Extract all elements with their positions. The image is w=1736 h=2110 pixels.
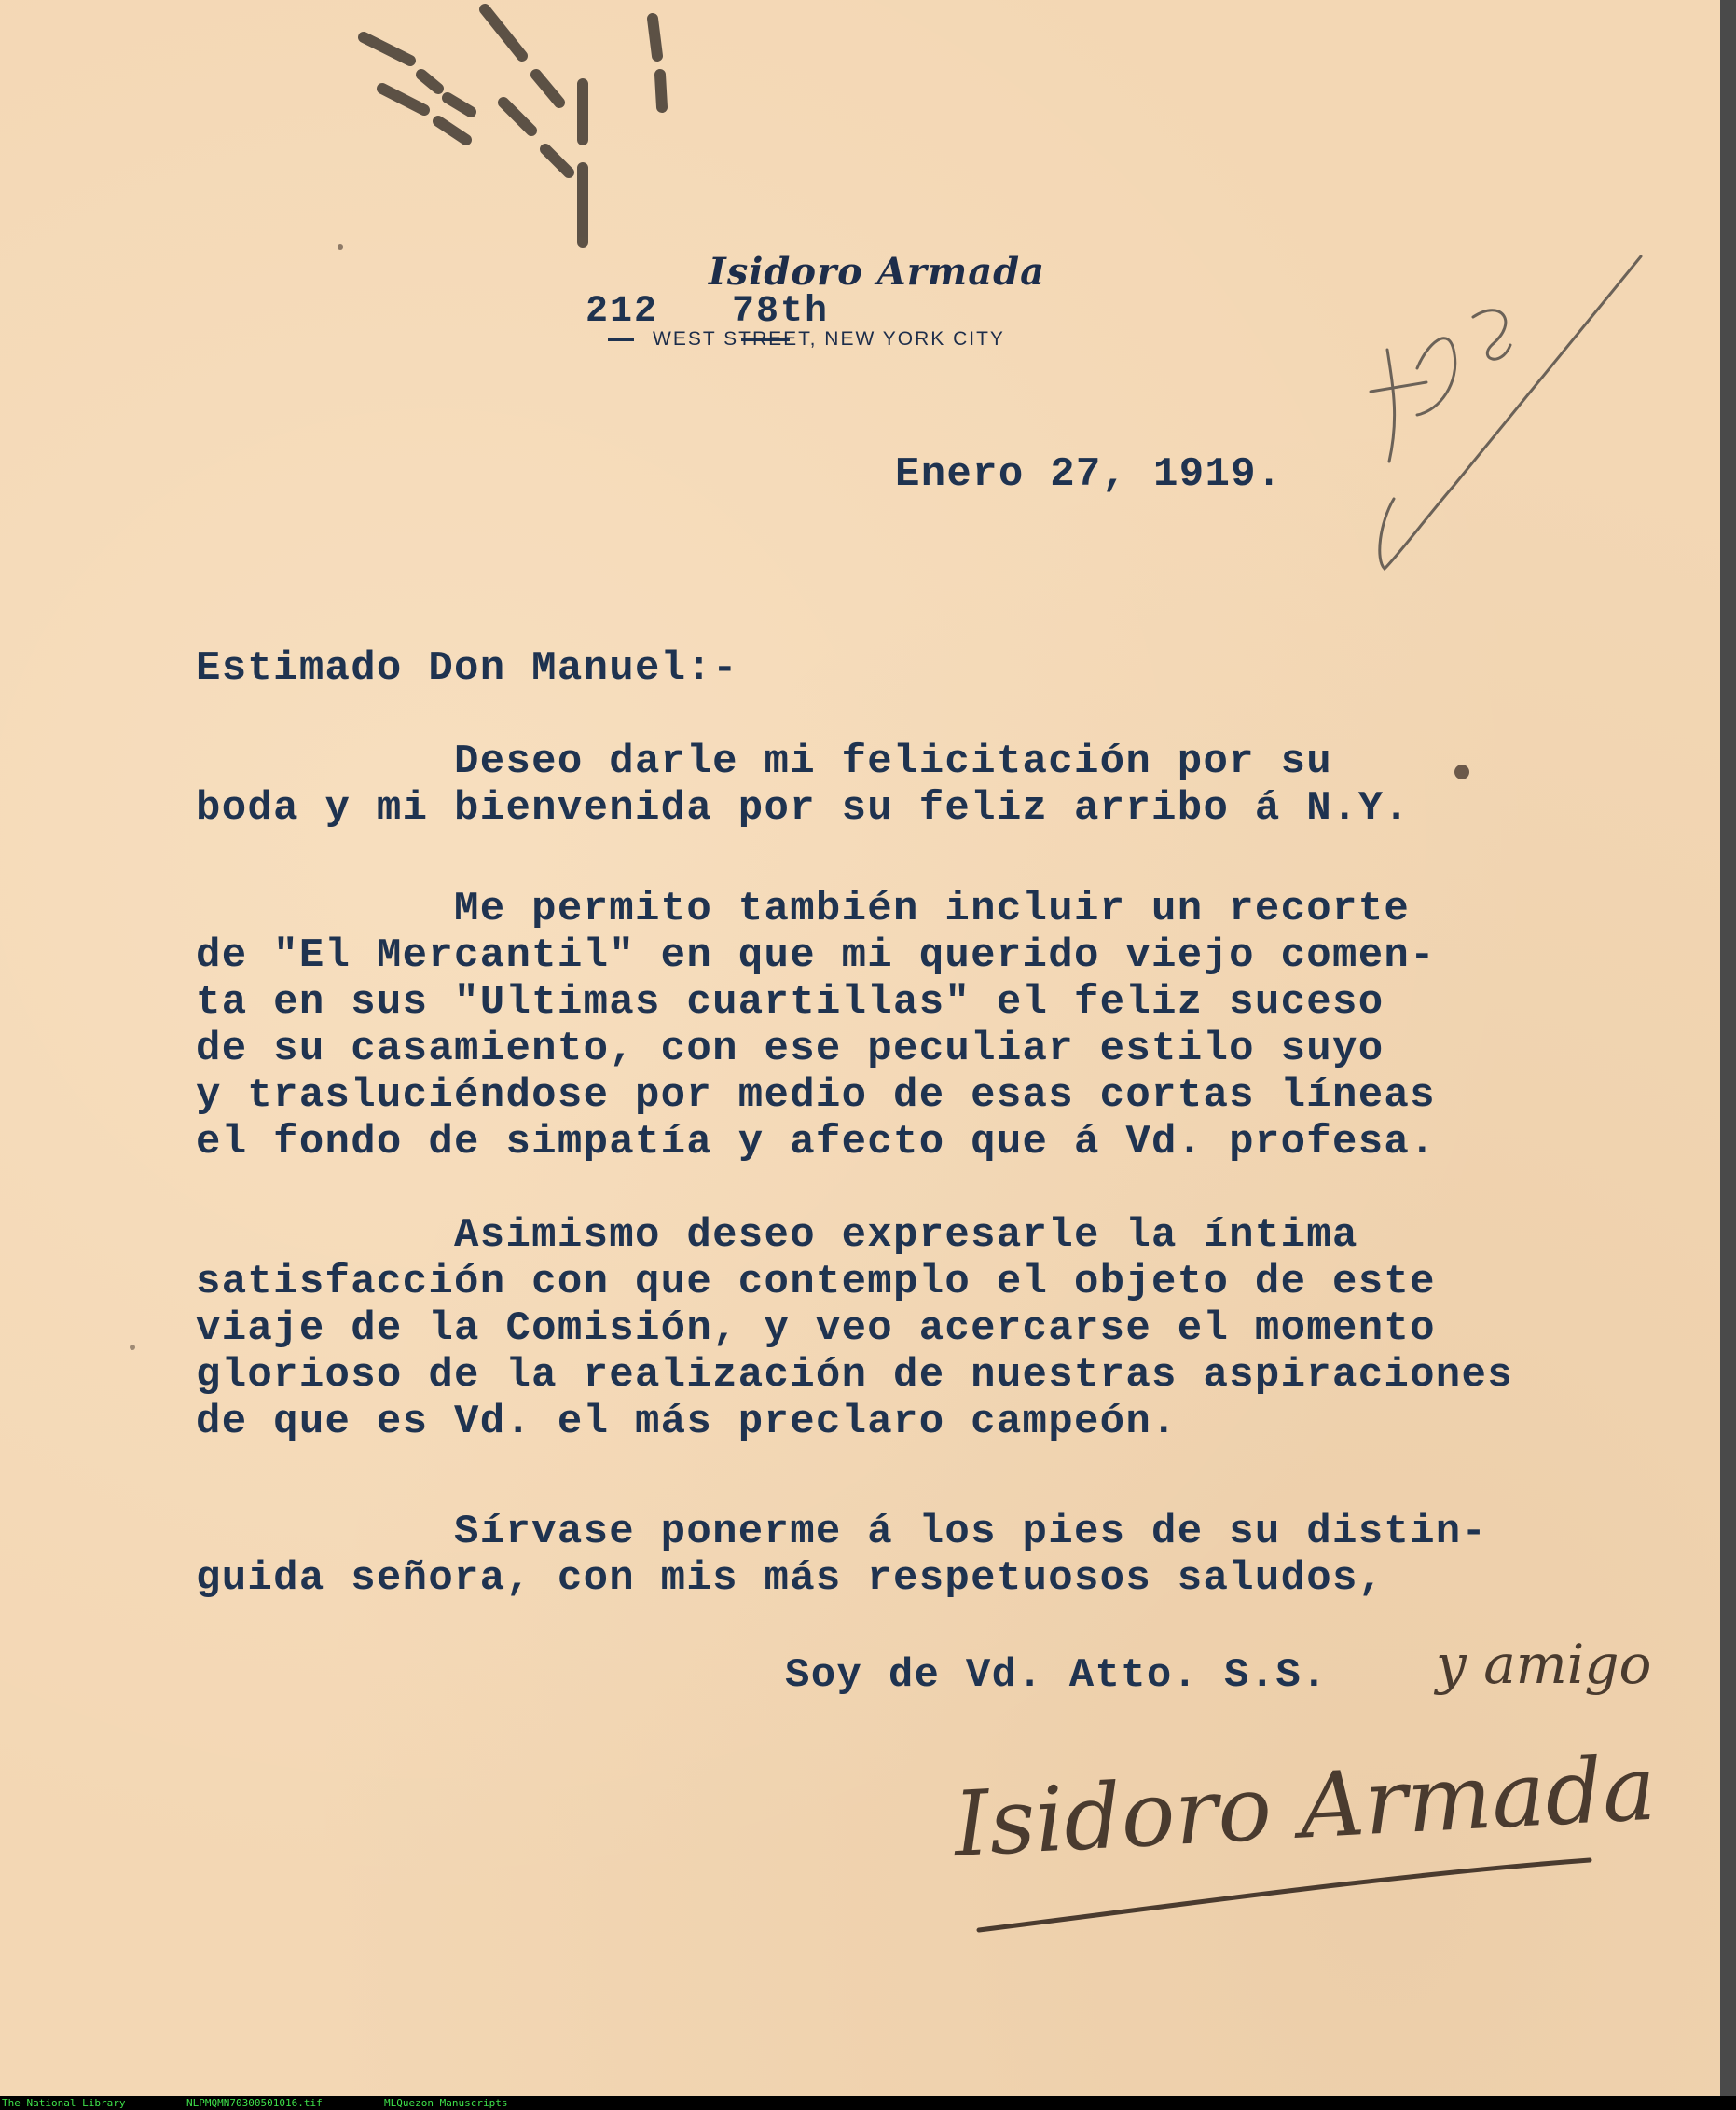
status-source: The National Library <box>2 2097 126 2109</box>
letter-paragraph: Deseo darle mi felicitación por su boda y mi bienvenida por su feliz arribo á N.Y. <box>196 738 1411 832</box>
handwritten-signature: Isidoro Armada <box>951 1735 1659 1877</box>
letterhead-name: Isidoro Armada <box>709 250 1045 294</box>
letter-salutation: Estimado Don Manuel:- <box>196 645 738 692</box>
scan-margin <box>1720 0 1736 2096</box>
letter-date: Enero 27, 1919. <box>895 451 1283 498</box>
ink-stain-stroke <box>653 19 662 107</box>
handwritten-closing-addition: y amigo <box>1436 1633 1652 1696</box>
status-collection: MLQuezon Manuscripts <box>384 2097 508 2109</box>
letterhead-address: WEST STREET, NEW YORK CITY <box>653 328 1005 350</box>
ink-stain-stroke <box>503 103 569 172</box>
scan-status-bar <box>0 2096 1736 2110</box>
letterhead-street-number: 78th <box>732 291 830 333</box>
ink-dot <box>1454 765 1469 779</box>
strikethrough-mark <box>608 338 634 341</box>
letterhead-number: 212 <box>586 291 659 333</box>
letter-paragraph: Sírvase ponerme á los pies de su distin- guida señora, con mis más respetuosos saludos, <box>196 1509 1488 1602</box>
letter-closing: Soy de Vd. Atto. S.S. <box>785 1652 1328 1699</box>
ink-stain-stroke <box>485 9 559 103</box>
status-file: NLPMQMN70300501016.tif <box>186 2097 323 2109</box>
ink-dot <box>338 244 343 250</box>
ink-dot <box>130 1345 135 1350</box>
letter-paragraph: Me permito también incluir un recorte de "El Mercantil" en que mi querido viejo comen- ta en sus "Ultimas cuartillas" el feliz suceso de su casamiento, con ese peculiar estilo suyo y trasluciéndose por medio de esas cortas líneas el fondo de simpatía y afecto que á Vd. profesa. <box>196 886 1436 1165</box>
letter-paragraph: Asimismo deseo expresarle la íntima satisfacción con que contemplo el objeto de este viaje de la Comisión, y veo acercarse el momento glorioso de la realización de nuestras aspiraciones de que es Vd. el más preclaro campeón. <box>196 1212 1513 1445</box>
